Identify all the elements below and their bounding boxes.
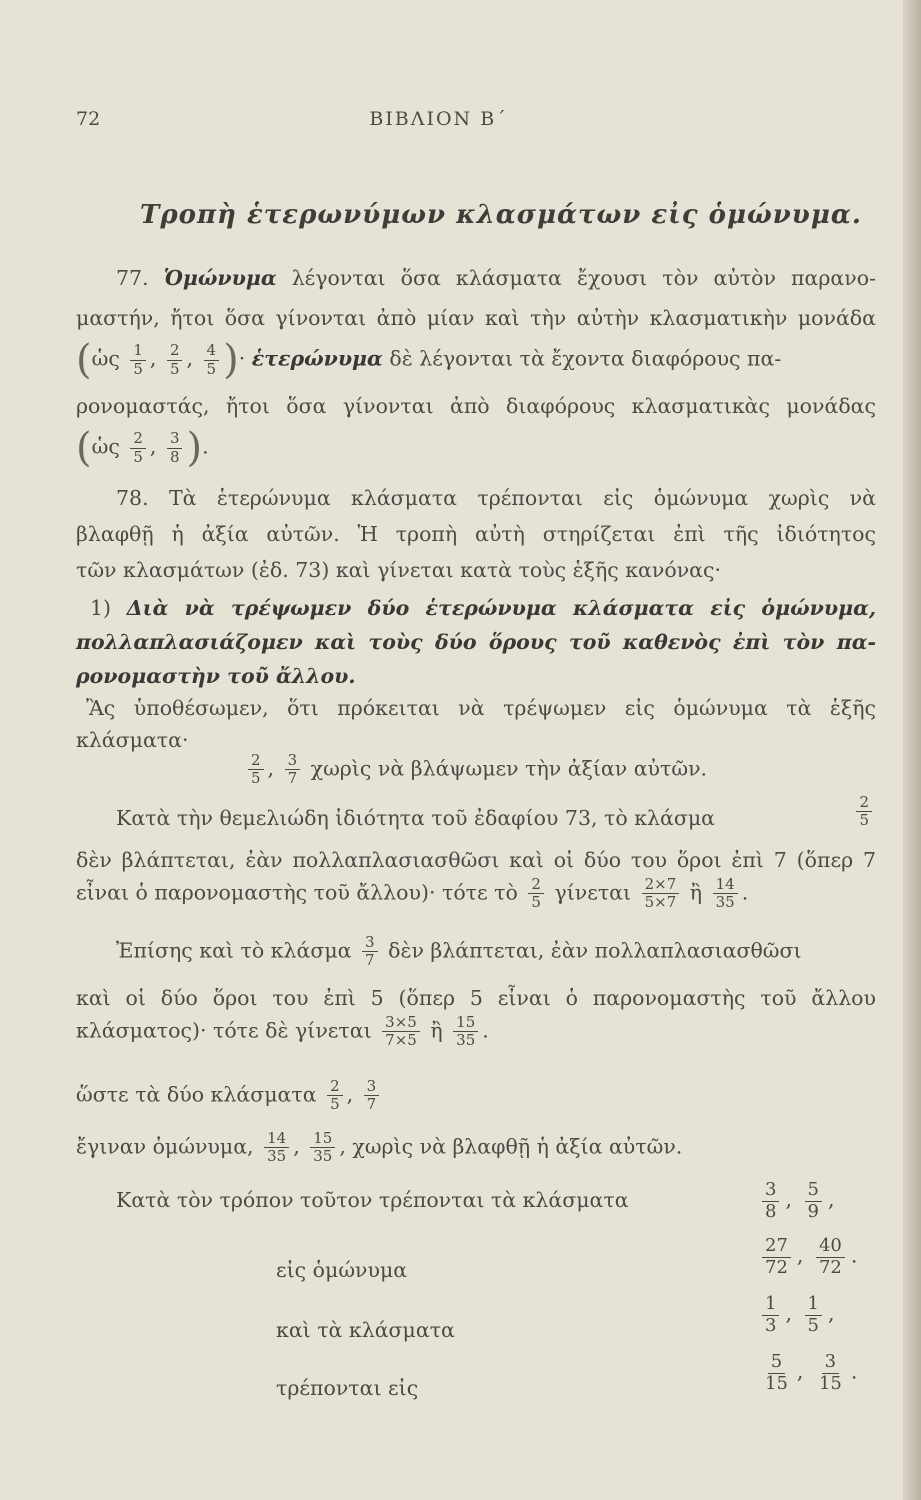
p77-line-5: (ὡς $\frac{2}{5}$ , $\frac{3}{8}$ ). [76,425,209,471]
text-run: κλάσματος)· τότε δὲ γίνεται [76,1018,372,1043]
example-line-1: Ἂς ὑποθέσωμεν, ὅτι πρόκειται νὰ τρέψωμεν εἰς ὁμώνυμα τὰ ἑξῆς [86,696,876,720]
fraction [762,1236,791,1278]
fraction [362,934,378,970]
text-run: δὲν βλάπτεται, ἐὰν πολλαπλασιασθῶσι [388,938,802,963]
page-number: 72 [76,108,101,130]
numerator: 14 [713,876,738,894]
numerator: 14 [264,1130,289,1148]
example-line-6: εἶναι ὁ παρονομαστὴς τοῦ ἄλλου)· τότε τὸ $\frac{2}{5}$ γίνεται $\frac{2\times 7}{5\times 7}$ ἢ $\frac{14}{35}$ . [76,875,749,912]
text-run: χωρὶς νὰ βλάψωμεν τὴν ἀξίαν αὐτῶν. [310,756,708,781]
denominator: 15 [818,1372,842,1394]
denominator: 35 [313,1147,333,1166]
denominator: 5 [807,1314,819,1336]
summary-fractions-1: $\frac{3}{8}$ , $\frac{5}{9}$ , [756,1180,834,1222]
numerator: 4 [204,342,220,360]
denominator: 7 [365,951,375,970]
denominator: 35 [715,893,735,912]
fraction [130,430,146,466]
fraction [167,342,183,378]
fraction [528,876,544,912]
text-run: δὲ λέγονται τὰ ἔχοντα διαφόρους πα- [389,346,782,371]
rule1-line-2: πολλαπλασιάζομεν καὶ τοὺς δύο ὅρους τοῦ καθενὸς ἐπὶ τὸν πα- [76,630,876,654]
term-heteronyma: ἑτερώνυμα [251,346,383,371]
denominator: 35 [267,1147,287,1166]
p78-line-2: βλαφθῇ ἡ ἀξία αὐτῶν. Ἡ τροπὴ αὐτὴ στηρίζεται ἐπὶ τῆς ἰδιότητος [76,522,876,546]
running-title: ΒΙΒΛΙΟΝ Β΄ [369,108,508,130]
denominator: 72 [818,1256,842,1278]
numerator: 2 [167,342,183,360]
denominator: 5 [169,359,180,378]
fraction [130,342,146,378]
text-run: εἶναι ὁ παρονομαστὴς τοῦ ἄλλου)· τότε τὸ [76,880,518,905]
fraction [167,430,183,466]
numerator: 3 [285,752,301,770]
numerator: 40 [816,1236,845,1258]
numerator: 3 [167,430,183,448]
fraction [762,1294,779,1336]
denominator: 9 [807,1200,819,1222]
numerator: 5 [768,1352,785,1374]
numerator: 3 [822,1352,839,1374]
numerator: 1 [762,1294,779,1316]
page-edge [903,0,921,1500]
fraction [310,1130,335,1166]
rule-number: 1) [90,596,112,620]
term-homonyma: Ὁμώνυμα [163,266,277,290]
numerator: 15 [453,1014,478,1032]
fraction [713,876,738,912]
summary-into: εἰς ὁμώνυμα [276,1258,408,1282]
text-run: γίνεται [554,880,632,905]
fraction [382,1014,420,1050]
p78-line-3: τῶν κλασμάτων (ἐδ. 73) καὶ γίνεται κατὰ τοὺς ἑξῆς κανόνας· [76,558,722,582]
numerator: 2 [130,430,146,448]
numerator: 2 [528,876,544,894]
text-run: ἢ [689,880,703,905]
numerator: 3 [762,1180,779,1202]
summary-intro: Κατὰ τὸν τρόπον τοῦτον τρέπονται τὰ κλάσματα [116,1188,629,1212]
rule-text: Διὰ νὰ τρέψωμεν δύο ἑτερώνυμα κλάσματα εἰς ὁμώνυμα, [126,596,876,620]
paragraph-number: 77. [116,266,149,290]
example-line-7 [116,934,876,970]
section-title: Τροπὴ ἑτερωνύμων κλασμάτων εἰς ὁμώνυμα. [140,200,862,230]
summary-fractions-2: $\frac{27}{72}$ , $\frac{40}{72}$ . [756,1236,857,1278]
numerator: 2 [327,1078,343,1096]
fraction [248,752,264,788]
denominator: 72 [765,1256,788,1278]
summary-into-2: τρέπονται εἰς [276,1376,419,1400]
fraction [453,1014,478,1050]
numerator: 15 [310,1130,335,1148]
example-line-4 [116,793,876,830]
fraction [642,876,680,912]
denominator: 8 [169,447,180,466]
numerator: 5 [805,1180,822,1202]
fraction [762,1352,791,1394]
denominator: 7 [287,769,298,788]
example-line-2: κλάσματα· [76,728,189,752]
rule1-line-3: ρονομαστὴν τοῦ ἄλλου. [76,664,356,688]
p78-line-1: 78. Τὰ ἑτερώνυμα κλάσματα τρέπονται εἰς ὁμώνυμα χωρὶς νὰ [116,486,876,510]
summary-fractions-4: $\frac{5}{15}$ , $\frac{3}{15}$ . [756,1352,857,1394]
fraction [816,1236,845,1278]
text-run: Κατὰ τὴν θεμελιώδη ἰδιότητα τοῦ ἐδαφίου 73, τὸ κλάσμα [116,806,716,830]
fraction [816,1352,845,1394]
denominator: 5 [133,359,143,378]
text-run: ὥστε τὰ δύο κλάσματα [76,1082,317,1107]
p77-line-3: (ὡς $\frac{1}{5}$ , $\frac{2}{5}$ , $\frac{4}{5}$ )· ἑτερώνυμα δὲ λέγονται τὰ ἔχοντα διαφόρους πα- [76,337,782,383]
text-run: ἔγιναν ὁμώνυμα, [76,1134,254,1159]
numerator: 3 [362,934,378,952]
p77-line-1 [116,266,876,290]
fraction [364,1078,380,1114]
fraction [204,342,220,378]
summary-and: καὶ τὰ κλάσματα [276,1318,455,1342]
denominator: 5 [133,447,143,466]
fraction [805,1294,822,1336]
denominator: 5 [251,769,261,788]
fraction [762,1180,779,1222]
example-line-9: κλάσματος)· τότε δὲ γίνεται $\frac{3\times 5}{7\times 5}$ ἢ $\frac{15}{35}$ . [76,1013,489,1050]
denominator: 5 [330,1095,340,1114]
numerator: 1 [130,342,146,360]
fraction [285,752,301,788]
example-line-5: δὲν βλάπτεται, ἐὰν πολλαπλασιασθῶσι καὶ οἱ δύο του ὅροι ἐπὶ 7 (ὅπερ 7 [76,848,876,872]
fraction [805,1180,822,1222]
summary-fractions-3: $\frac{1}{3}$ , $\frac{1}{5}$ , [756,1294,834,1336]
denominator: 7×5 [385,1031,417,1050]
example-line-10: ὥστε τὰ δύο κλάσματα $\frac{2}{5}$ , $\frac{3}{7}$ [76,1078,383,1114]
text-run: ὡς [91,434,120,459]
text-run: λέγονται ὅσα κλάσματα ἔχουσι τὸν αὐτὸν παρανο- [291,266,876,290]
text-run: ἢ [430,1018,443,1043]
denominator: 5 [206,359,217,378]
example-line-8: καὶ οἱ δύο ὅροι του ἐπὶ 5 (ὅπερ 5 εἶναι ὁ παρονομαστὴς τοῦ ἄλλου [76,986,876,1010]
numerator: 2 [856,794,872,812]
text-run: Ἐπίσης καὶ τὸ κλάσμα [116,938,352,963]
text-run: ὡς [91,346,120,371]
numerator: 2 [248,752,264,770]
example-line-3: $\frac{2}{5}$ , $\frac{3}{7}$ χωρὶς νὰ βλάψωμεν τὴν ἀξίαν αὐτῶν. [244,752,707,788]
numerator: 27 [762,1236,791,1258]
denominator: 35 [456,1031,476,1050]
denominator: 5 [859,811,869,830]
denominator: 5 [531,893,541,912]
fraction [264,1130,289,1166]
p77-line-4: ρονομαστάς, ἤτοι ὅσα γίνονται ἀπὸ διαφόρους κλασματικὰς μονάδας [76,394,876,418]
denominator: 5×7 [644,893,677,912]
rule1-line-1 [90,596,876,620]
denominator: 8 [765,1200,777,1222]
denominator: 7 [366,1095,377,1114]
running-header [76,108,801,138]
fraction [856,794,872,830]
denominator: 3 [765,1314,777,1336]
numerator: 2×7 [642,876,680,894]
text-run: χωρὶς νὰ βλαφθῇ ἡ ἀξία αὐτῶν. [352,1134,683,1159]
p77-line-2: μαστήν, ἤτοι ὅσα γίνονται ἀπὸ μίαν καὶ τὴν αὐτὴν κλασματικὴν μονάδα [76,306,876,330]
numerator: 3×5 [382,1014,420,1032]
numerator: 3 [364,1078,380,1096]
denominator: 15 [765,1372,788,1394]
example-line-11: ἔγιναν ὁμώνυμα, $\frac{14}{35}$ , $\frac{15}{35}$ , χωρὶς νὰ βλαφθῇ ἡ ἀξία αὐτῶν. [76,1129,683,1166]
numerator: 1 [805,1294,822,1316]
fraction [327,1078,343,1114]
